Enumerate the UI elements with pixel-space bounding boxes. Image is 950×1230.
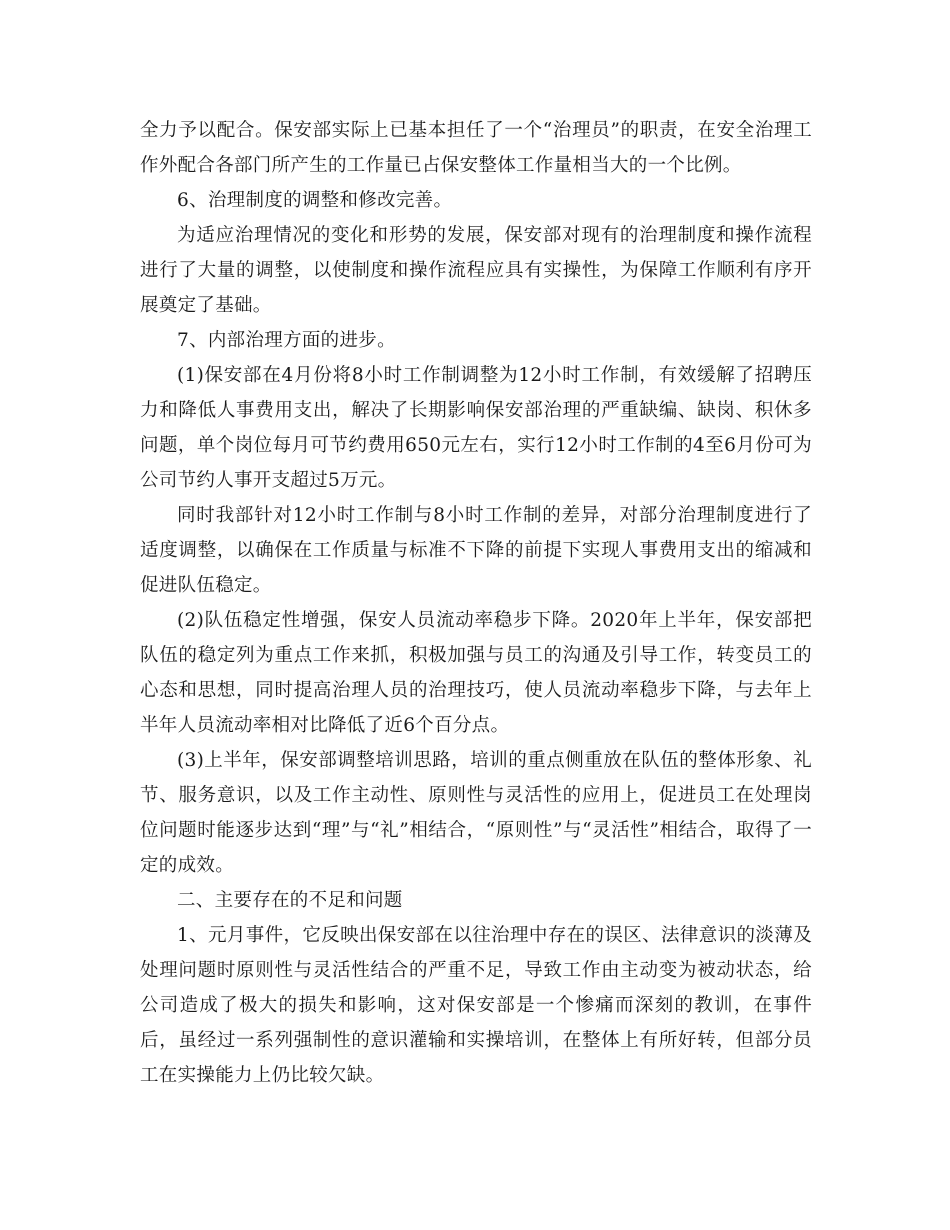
paragraph-7-item-1: (1)保安部在4月份将8小时工作制调整为12小时工作制，有效缓解了招聘压力和降低人事费用支出，解决了长期影响保安部治理的严重缺编、缺岗、积休多问题，单个岗位每月可节约费用650元左右，实行12小时工作制的4至6月份可为公司节约人事开支超过5万元。	[140, 365, 812, 491]
paragraph-7-item-1-followup: 同时我部针对12小时工作制与8小时工作制的差异，对部分治理制度进行了适度调整，以确保在工作质量与标准不下降的前提下实现人事费用支出的缩减和促进队伍稳定。	[140, 505, 812, 596]
section-heading-problems: 二、主要存在的不足和问题	[177, 890, 403, 911]
paragraph-problem-1: 1、元月事件，它反映出保安部在以往治理中存在的误区、法律意识的淡薄及处理问题时原则性与灵活性结合的严重不足，导致工作由主动变为被动状态，给公司造成了极大的损失和影响，这对保安部是一个惨痛而深刻的教训，在事件后，虽经过一系列强制性的意识灌输和实操培训，在整体上有所好转，但部分员工在实操能力上仍比较欠缺。	[140, 925, 812, 1086]
paragraph-6-body: 为适应治理情况的变化和形势的发展，保安部对现有的治理制度和操作流程进行了大量的调整，以使制度和操作流程应具有实操性，为保障工作顺利有序开展奠定了基础。	[140, 225, 812, 316]
section-heading-7: 7、内部治理方面的进步。	[177, 330, 396, 351]
paragraph-continuation: 全力予以配合。保安部实际上已基本担任了一个“治理员”的职责，在安全治理工作外配合各部门所产生的工作量已占保安整体工作量相当大的一个比例。	[140, 120, 812, 176]
paragraph-7-item-3: (3)上半年，保安部调整培训思路，培训的重点侧重放在队伍的整体形象、礼节、服务意识，以及工作主动性、原则性与灵活性的应用上，促进员工在处理岗位问题时能逐步达到“理”与“礼”相结合，“原则性”与“灵活性”相结合，取得了一定的成效。	[140, 750, 812, 876]
paragraph-7-item-2: (2)队伍稳定性增强，保安人员流动率稳步下降。2020年上半年，保安部把队伍的稳定列为重点工作来抓，积极加强与员工的沟通及引导工作，转变员工的心态和思想，同时提高治理人员的治理技巧，使人员流动率稳步下降，与去年上半年人员流动率相对比降低了近6个百分点。	[140, 610, 812, 736]
document-page	[140, 113, 812, 1093]
section-heading-6: 6、治理制度的调整和修改完善。	[177, 190, 453, 211]
